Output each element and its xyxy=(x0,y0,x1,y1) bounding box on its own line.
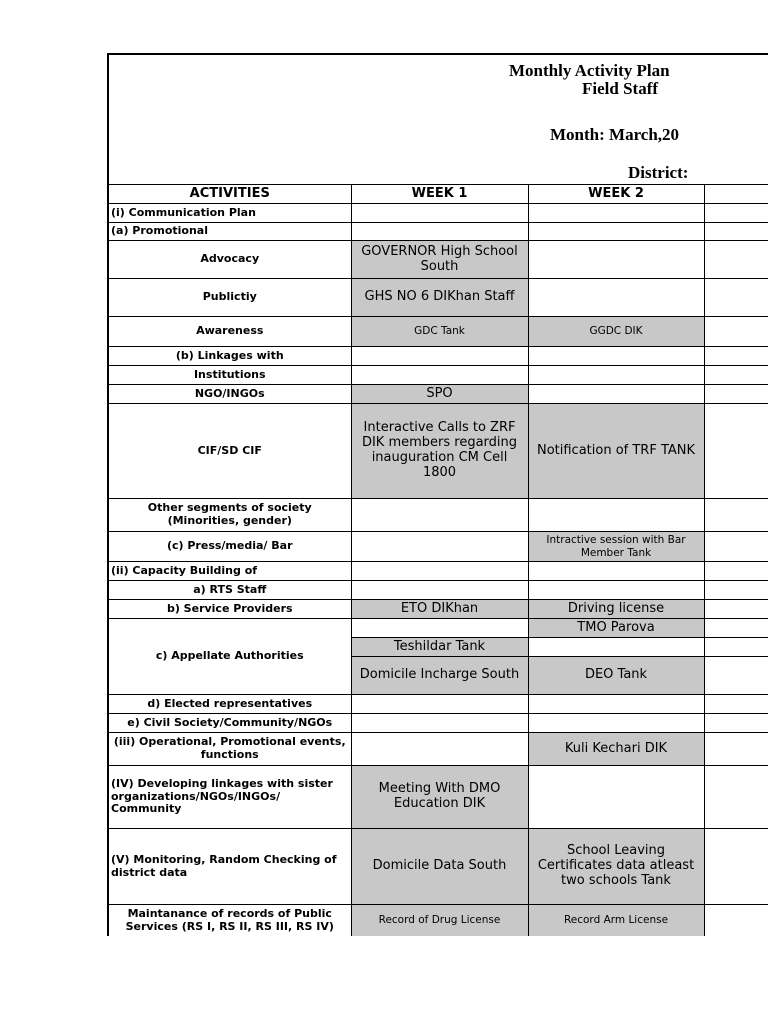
monitoring-week2: School Leaving Certificates data atleast two schools Tank xyxy=(528,829,704,905)
row-awareness-label: Awareness xyxy=(108,317,351,347)
header-week1: WEEK 1 xyxy=(351,185,528,204)
title-block xyxy=(107,53,768,184)
row-communication-plan: (i) Communication Plan xyxy=(108,204,351,223)
header-week3 xyxy=(704,185,768,204)
row-civil-society: e) Civil Society/Community/NGOs xyxy=(108,714,351,733)
row-appellate-label: c) Appellate Authorities xyxy=(108,619,351,695)
ngos-week2 xyxy=(528,385,704,404)
awareness-week1: GDC Tank xyxy=(351,317,528,347)
awareness-week2: GGDC DIK xyxy=(528,317,704,347)
row-linkages: (b) Linkages with xyxy=(108,347,351,366)
row-promotional: (a) Promotional xyxy=(108,223,351,241)
activity-plan-sheet xyxy=(107,53,768,936)
appellate-week2-row1: TMO Parova xyxy=(528,619,704,638)
row-monitoring-label: (V) Monitoring, Random Checking of district data xyxy=(108,829,351,905)
monitoring-week1: Domicile Data South xyxy=(351,829,528,905)
ngos-week1: SPO xyxy=(351,385,528,404)
row-other-segments: Other segments of society (Minorities, gender) xyxy=(108,499,351,532)
row-capacity-building: (ii) Capacity Building of xyxy=(108,562,351,581)
service-providers-week2: Driving license xyxy=(528,600,704,619)
service-providers-week1: ETO DIKhan xyxy=(351,600,528,619)
header-week2: WEEK 2 xyxy=(528,185,704,204)
district-label: District: xyxy=(628,163,689,182)
row-rts-staff: a) RTS Staff xyxy=(108,581,351,600)
advocacy-week2 xyxy=(528,241,704,279)
press-week2: Intractive session with Bar Member Tank xyxy=(528,532,704,562)
developing-week1: Meeting With DMO Education DIK xyxy=(351,766,528,829)
row-service-providers-label: b) Service Providers xyxy=(108,600,351,619)
activity-table xyxy=(107,184,768,936)
maintenance-week2: Record Arm License xyxy=(528,905,704,937)
row-maintenance-label: Maintanance of records of Public Services (RS I, RS II, RS III, RS IV) xyxy=(108,905,351,937)
operational-week2: Kuli Kechari DIK xyxy=(528,733,704,766)
row-publicity-label: Publictiy xyxy=(108,279,351,317)
header-activities: ACTIVITIES xyxy=(108,185,351,204)
publicity-week1: GHS NO 6 DIKhan Staff xyxy=(351,279,528,317)
month-label: Month: March,20 xyxy=(550,125,680,144)
appellate-week1-row2: Teshildar Tank xyxy=(351,638,528,657)
appellate-week1-row3: Domicile Incharge South xyxy=(351,657,528,695)
cif-week2: Notification of TRF TANK xyxy=(528,404,704,499)
row-cif-label: CIF/SD CIF xyxy=(108,404,351,499)
row-advocacy-label: Advocacy xyxy=(108,241,351,279)
press-week1 xyxy=(351,532,528,562)
title-line1: Monthly Activity Plan xyxy=(509,61,670,80)
cif-week1: Interactive Calls to ZRF DIK members regarding inauguration CM Cell 1800 xyxy=(351,404,528,499)
row-developing-label: (IV) Developing linkages with sister organizations/NGOs/INGOs/ Community xyxy=(108,766,351,829)
row-press-label: (c) Press/media/ Bar xyxy=(108,532,351,562)
row-operational-label: (iii) Operational, Promotional events, functions xyxy=(108,733,351,766)
publicity-week2 xyxy=(528,279,704,317)
advocacy-week1: GOVERNOR High School South xyxy=(351,241,528,279)
title-line2: Field Staff xyxy=(582,79,659,98)
row-elected-representatives: d) Elected representatives xyxy=(108,695,351,714)
appellate-week2-row3: DEO Tank xyxy=(528,657,704,695)
row-ngos-label: NGO/INGOs xyxy=(108,385,351,404)
row-institutions: Institutions xyxy=(108,366,351,385)
maintenance-week1: Record of Drug License xyxy=(351,905,528,937)
